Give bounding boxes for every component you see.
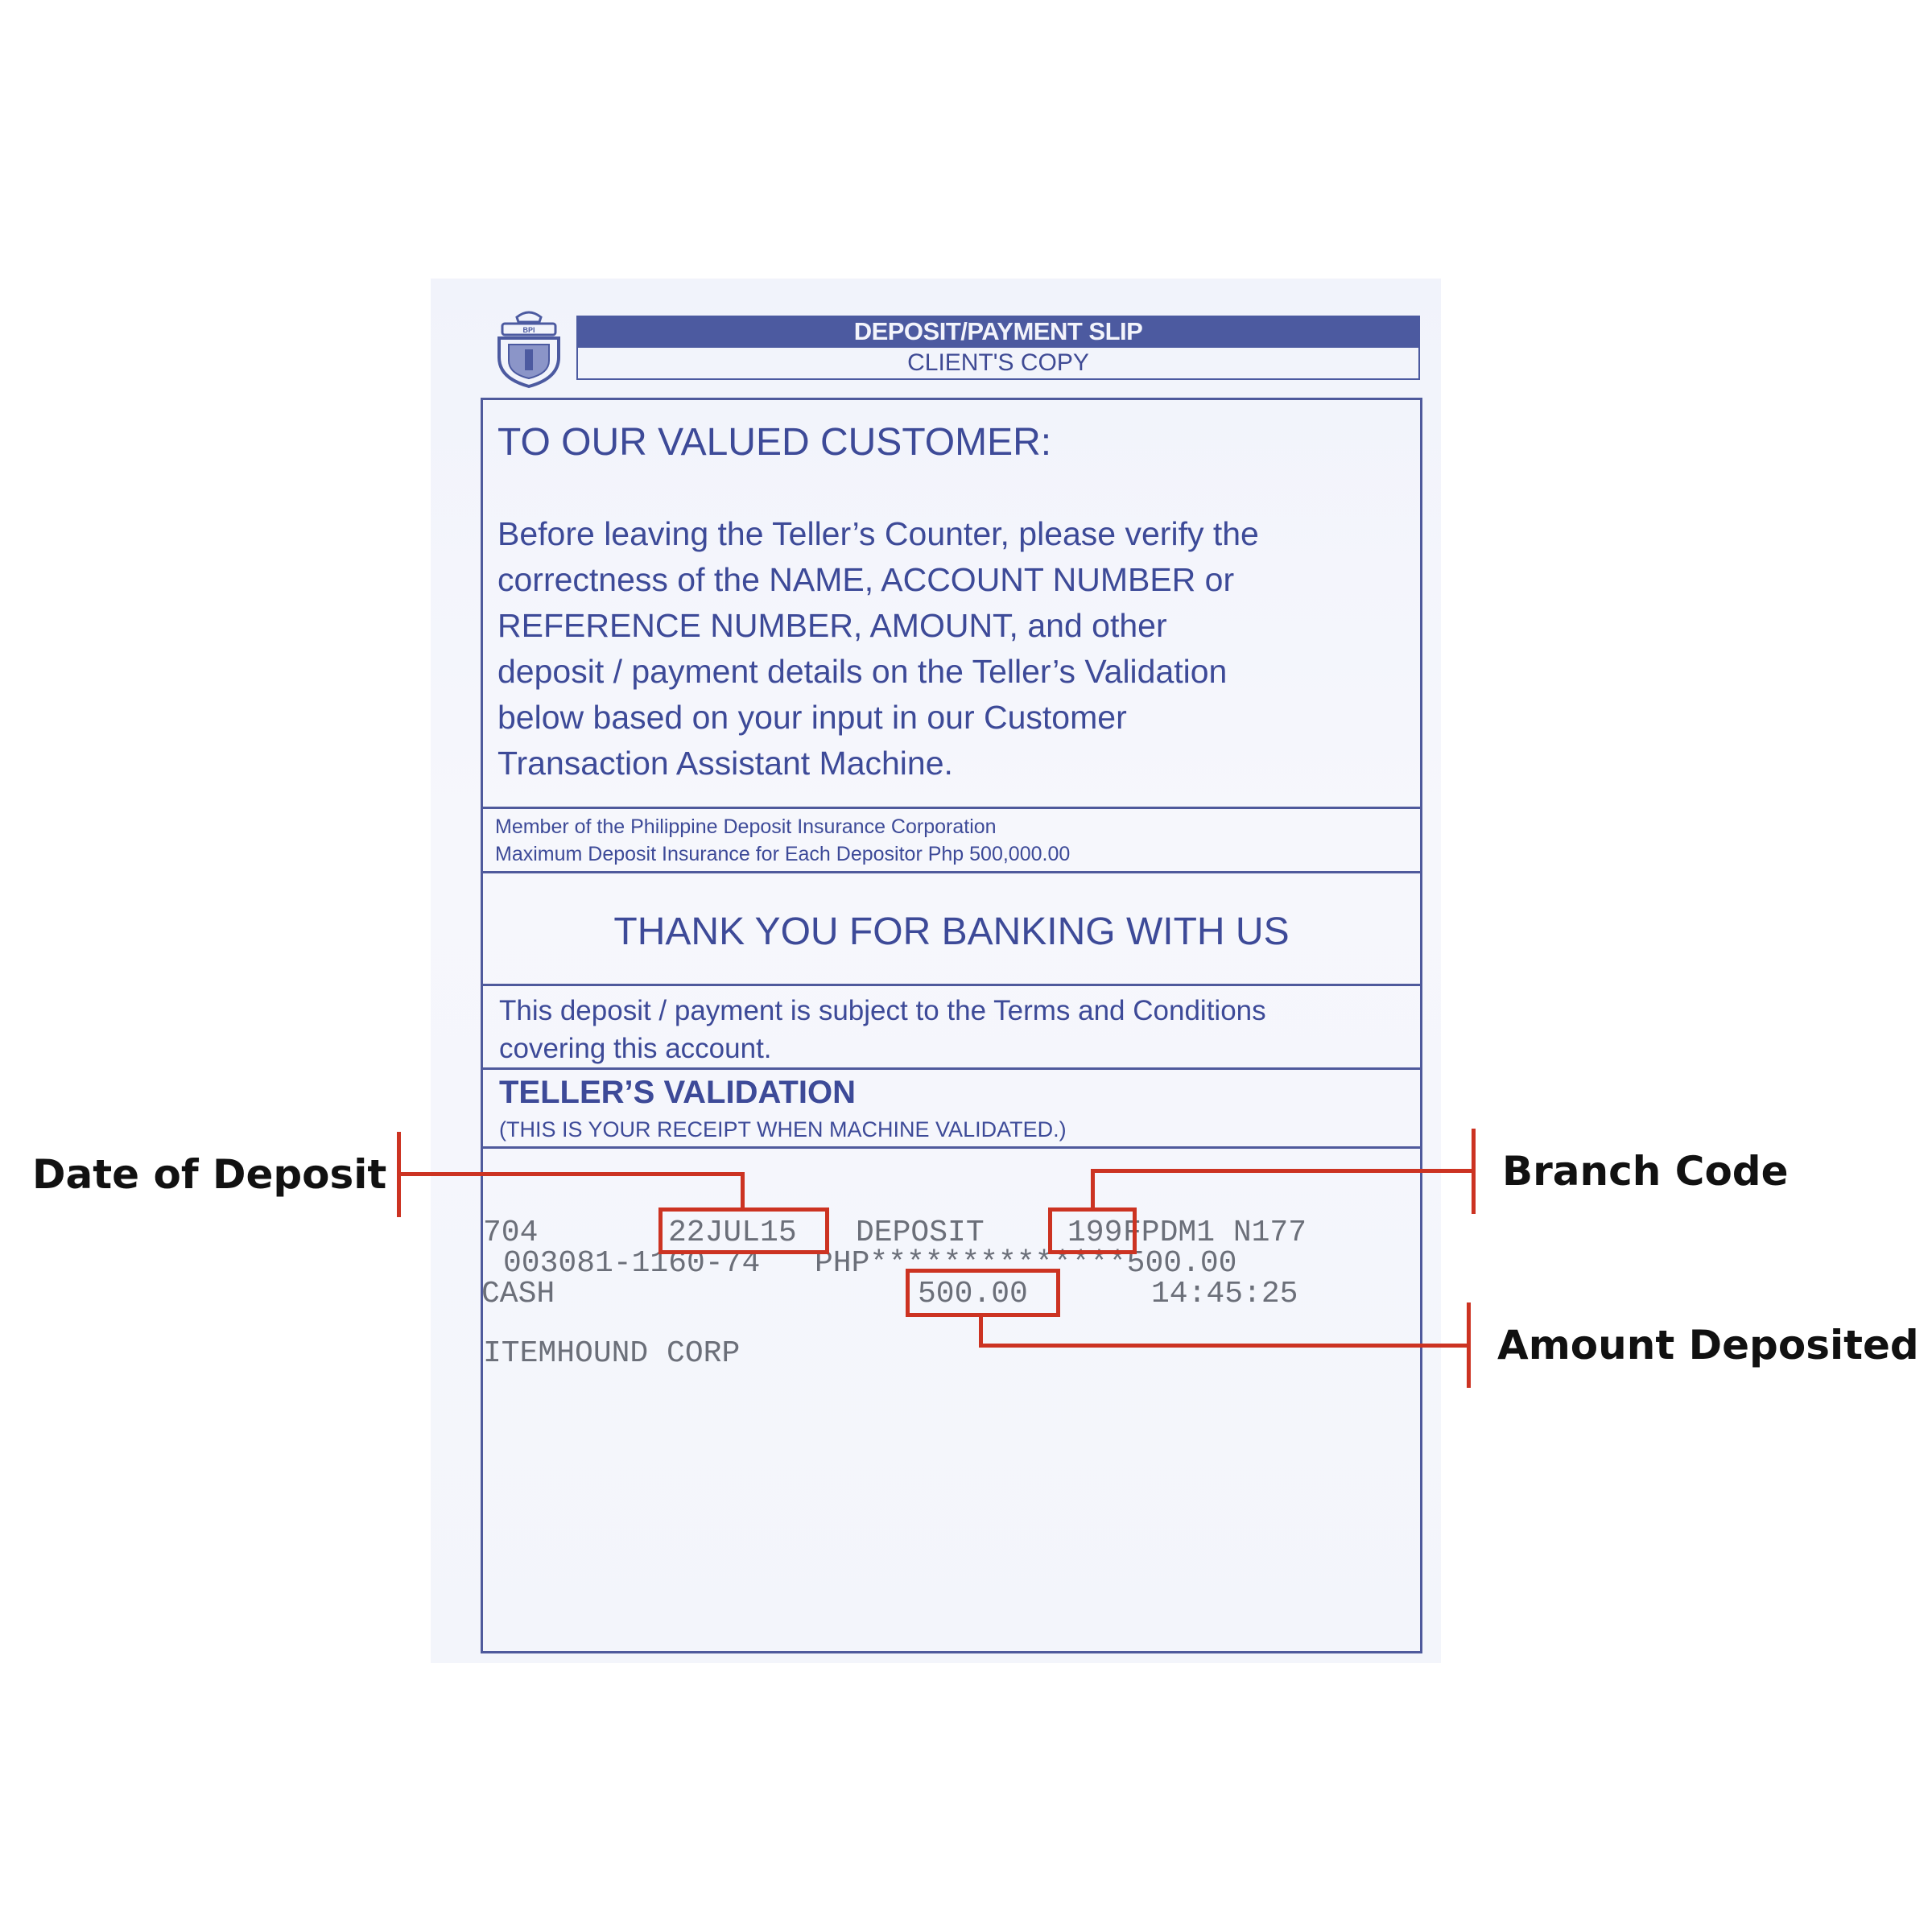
terms-line: covering this account. [499, 1033, 772, 1064]
currency-amount: PHP**************500.00 [815, 1246, 1237, 1281]
date-highlight-box [658, 1208, 829, 1254]
svg-text:BPI: BPI [522, 326, 535, 334]
paragraph-line: deposit / payment details on the Teller’s Validation [497, 653, 1228, 690]
branch-code-label: Branch Code [1502, 1148, 1789, 1195]
verification-paragraph [497, 511, 1259, 786]
deposit-date: 22JUL15 [668, 1216, 797, 1250]
pdic-line: Member of the Philippine Deposit Insurance Corporation [495, 815, 997, 838]
callout-tick [1467, 1302, 1471, 1388]
branch-code: 199 [1067, 1216, 1123, 1250]
transaction-type: DEPOSIT [856, 1216, 985, 1250]
paragraph-line: below based on your input in our Customer [497, 699, 1127, 736]
payment-method: CASH [481, 1277, 555, 1311]
amount-deposited: 500.00 [918, 1277, 1028, 1311]
callout-leader [1091, 1169, 1473, 1173]
callout-leader [979, 1344, 1470, 1348]
paragraph-line: REFERENCE NUMBER, AMOUNT, and other [497, 607, 1167, 644]
divider [481, 984, 1422, 986]
slip-title: DEPOSIT/PAYMENT SLIP [576, 316, 1420, 348]
terms-line: This deposit / payment is subject to the Terms and Conditions [499, 995, 1266, 1026]
validation-note: (THIS IS YOUR RECEIPT WHEN MACHINE VALIDATED.) [499, 1117, 1067, 1141]
transaction-time: 14:45:25 [1151, 1277, 1298, 1311]
paragraph-line: correctness of the NAME, ACCOUNT NUMBER or [497, 561, 1235, 598]
callout-tick [1472, 1129, 1476, 1214]
branch-suffix: FPDM1 N177 [1123, 1216, 1307, 1250]
callout-leader [397, 1172, 743, 1176]
amount-deposited-label: Amount Deposited [1497, 1322, 1919, 1368]
thank-you-message: THANK YOU FOR BANKING WITH US [613, 910, 1290, 953]
divider [481, 807, 1422, 809]
callout-leader [1091, 1169, 1095, 1209]
date-of-deposit-label: Date of Deposit [32, 1151, 387, 1198]
divider [481, 1146, 1422, 1149]
copy-label: CLIENT'S COPY [576, 348, 1420, 380]
pdic-notice [495, 813, 1070, 868]
branch-highlight-box [1048, 1208, 1137, 1254]
paragraph-line: Transaction Assistant Machine. [497, 745, 953, 782]
paragraph-line: Before leaving the Teller’s Counter, please verify the [497, 515, 1259, 552]
bank-logo-icon [493, 306, 565, 390]
validation-title: TELLER’S VALIDATION [499, 1075, 856, 1110]
divider [481, 1067, 1422, 1070]
account-number: 003081-1160-74 [503, 1246, 761, 1281]
divider [481, 871, 1422, 873]
pdic-line: Maximum Deposit Insurance for Each Depositor Php 500,000.00 [495, 843, 1071, 865]
greeting-heading: TO OUR VALUED CUSTOMER: [497, 421, 1052, 464]
callout-leader [979, 1315, 983, 1348]
callout-leader [741, 1172, 745, 1209]
amount-highlight-box [906, 1269, 1060, 1317]
terms-notice [499, 992, 1266, 1067]
validation-code: 704 [483, 1216, 539, 1250]
depositor-name: ITEMHOUND CORP [483, 1336, 741, 1371]
